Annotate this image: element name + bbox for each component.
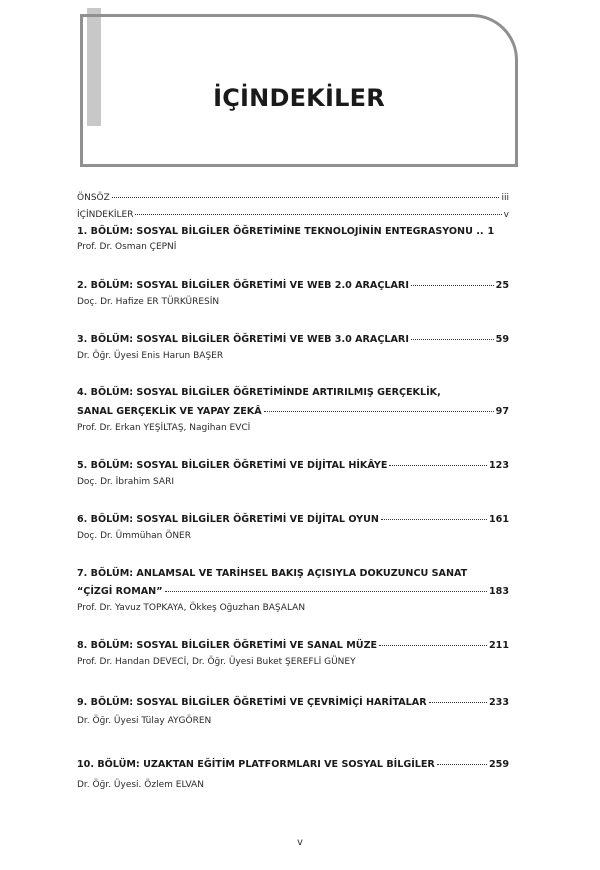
chapter-title: 2. BÖLÜM: SOSYAL BİLGİLER ÖĞRETİMİ VE WEB 2.0 ARAÇLARI (77, 280, 409, 291)
toc-entry-chapter-7[interactable] (77, 586, 509, 597)
dot-leader (135, 213, 501, 215)
toc-entry-label: ÖNSÖZ (77, 193, 110, 203)
chapter-authors: Dr. Öğr. Üyesi. Özlem ELVAN (77, 780, 204, 790)
dot-leader (112, 196, 500, 198)
toc-page-number: 25 (495, 280, 509, 291)
toc-page-number: 1 (487, 226, 495, 237)
chapter-title: “ÇİZGİ ROMAN” (77, 586, 163, 597)
dot-leader (429, 701, 487, 703)
dot-leader (389, 464, 487, 466)
chapter-title: 3. BÖLÜM: SOSYAL BİLGİLER ÖĞRETİMİ VE WEB 3.0 ARAÇLARI (77, 334, 409, 345)
toc-page-number: v (503, 210, 509, 220)
toc-entry-contents[interactable] (77, 210, 509, 220)
chapter-title: 8. BÖLÜM: SOSYAL BİLGİLER ÖĞRETİMİ VE SANAL MÜZE (77, 640, 378, 651)
chapter-authors: Dr. Öğr. Üyesi Enis Harun BAŞER (77, 351, 224, 361)
chapter-title: 1. BÖLÜM: SOSYAL BİLGİLER ÖĞRETİMİNE TEKNOLOJİNİN ENTEGRASYONU .. (77, 226, 484, 237)
chapter-authors: Prof. Dr. Erkan YEŞİLTAŞ, Nagihan EVCİ (77, 423, 251, 433)
toc-page-number: 233 (488, 697, 509, 708)
dot-leader (165, 590, 487, 592)
chapter-title: 6. BÖLÜM: SOSYAL BİLGİLER ÖĞRETİMİ VE DİJİTAL OYUN (77, 514, 379, 525)
toc-page-number: 211 (488, 640, 509, 651)
toc-entry-chapter-10[interactable] (77, 759, 509, 770)
toc-entry-chapter-8[interactable] (77, 640, 509, 651)
toc-page-number: 183 (488, 586, 509, 597)
dot-leader (411, 284, 494, 286)
dot-leader (264, 410, 494, 412)
chapter-authors: Doç. Dr. İbrahim SARI (77, 477, 174, 487)
chapter-authors: Dr. Öğr. Üyesi Tülay AYGÖREN (77, 716, 212, 726)
page-number: v (297, 837, 303, 848)
dot-leader (437, 763, 487, 765)
toc-page-number: 97 (495, 406, 509, 417)
toc-page-number: 59 (495, 334, 509, 345)
toc-entry-label: İÇİNDEKİLER (77, 210, 134, 220)
chapter-title: 5. BÖLÜM: SOSYAL BİLGİLER ÖĞRETİMİ VE DİJİTAL HİKÂYE (77, 460, 388, 471)
chapter-authors: Doç. Dr. Hafize ER TÜRKÜRESİN (77, 297, 220, 307)
toc-entry-preface[interactable] (77, 193, 509, 203)
toc-entry-chapter-5[interactable] (77, 460, 509, 471)
chapter-authors: Prof. Dr. Yavuz TOPKAYA, Ökkeş Oğuzhan BAŞALAN (77, 603, 306, 613)
toc-entry-chapter-3[interactable] (77, 334, 509, 345)
chapter-title-line: 4. BÖLÜM: SOSYAL BİLGİLER ÖĞRETİMİNDE ARTIRILMIŞ GERÇEKLİK, (77, 387, 441, 398)
toc-page-number: 259 (488, 759, 509, 770)
toc-entry-chapter-1[interactable] (77, 226, 509, 237)
toc-page-number: iii (501, 193, 509, 203)
chapter-authors: Prof. Dr. Osman ÇEPNİ (77, 242, 177, 252)
chapter-title: 9. BÖLÜM: SOSYAL BİLGİLER ÖĞRETİMİ VE ÇEVRİMİÇİ HARİTALAR (77, 697, 427, 708)
chapter-authors: Prof. Dr. Handan DEVECİ, Dr. Öğr. Üyesi Buket ŞEREFLİ GÜNEY (77, 657, 356, 667)
dot-leader (411, 338, 494, 340)
chapter-title-line: 7. BÖLÜM: ANLAMSAL VE TARİHSEL BAKIŞ AÇISIYLA DOKUZUNCU SANAT (77, 568, 468, 579)
toc-page-number: 123 (488, 460, 509, 471)
toc-entry-chapter-6[interactable] (77, 514, 509, 525)
toc-page-number: 161 (488, 514, 509, 525)
page-title: İÇİNDEKİLER (213, 84, 385, 112)
dot-leader (381, 518, 487, 520)
chapter-authors: Doç. Dr. Ümmühan ÖNER (77, 531, 191, 541)
chapter-title: SANAL GERÇEKLİK VE YAPAY ZEKÂ (77, 406, 262, 417)
toc-entry-chapter-4[interactable] (77, 406, 509, 417)
toc-entry-chapter-2[interactable] (77, 280, 509, 291)
toc-entry-chapter-9[interactable] (77, 697, 509, 708)
dot-leader (379, 644, 487, 646)
chapter-title: 10. BÖLÜM: UZAKTAN EĞİTİM PLATFORMLARI VE SOSYAL BİLGİLER (77, 759, 435, 770)
